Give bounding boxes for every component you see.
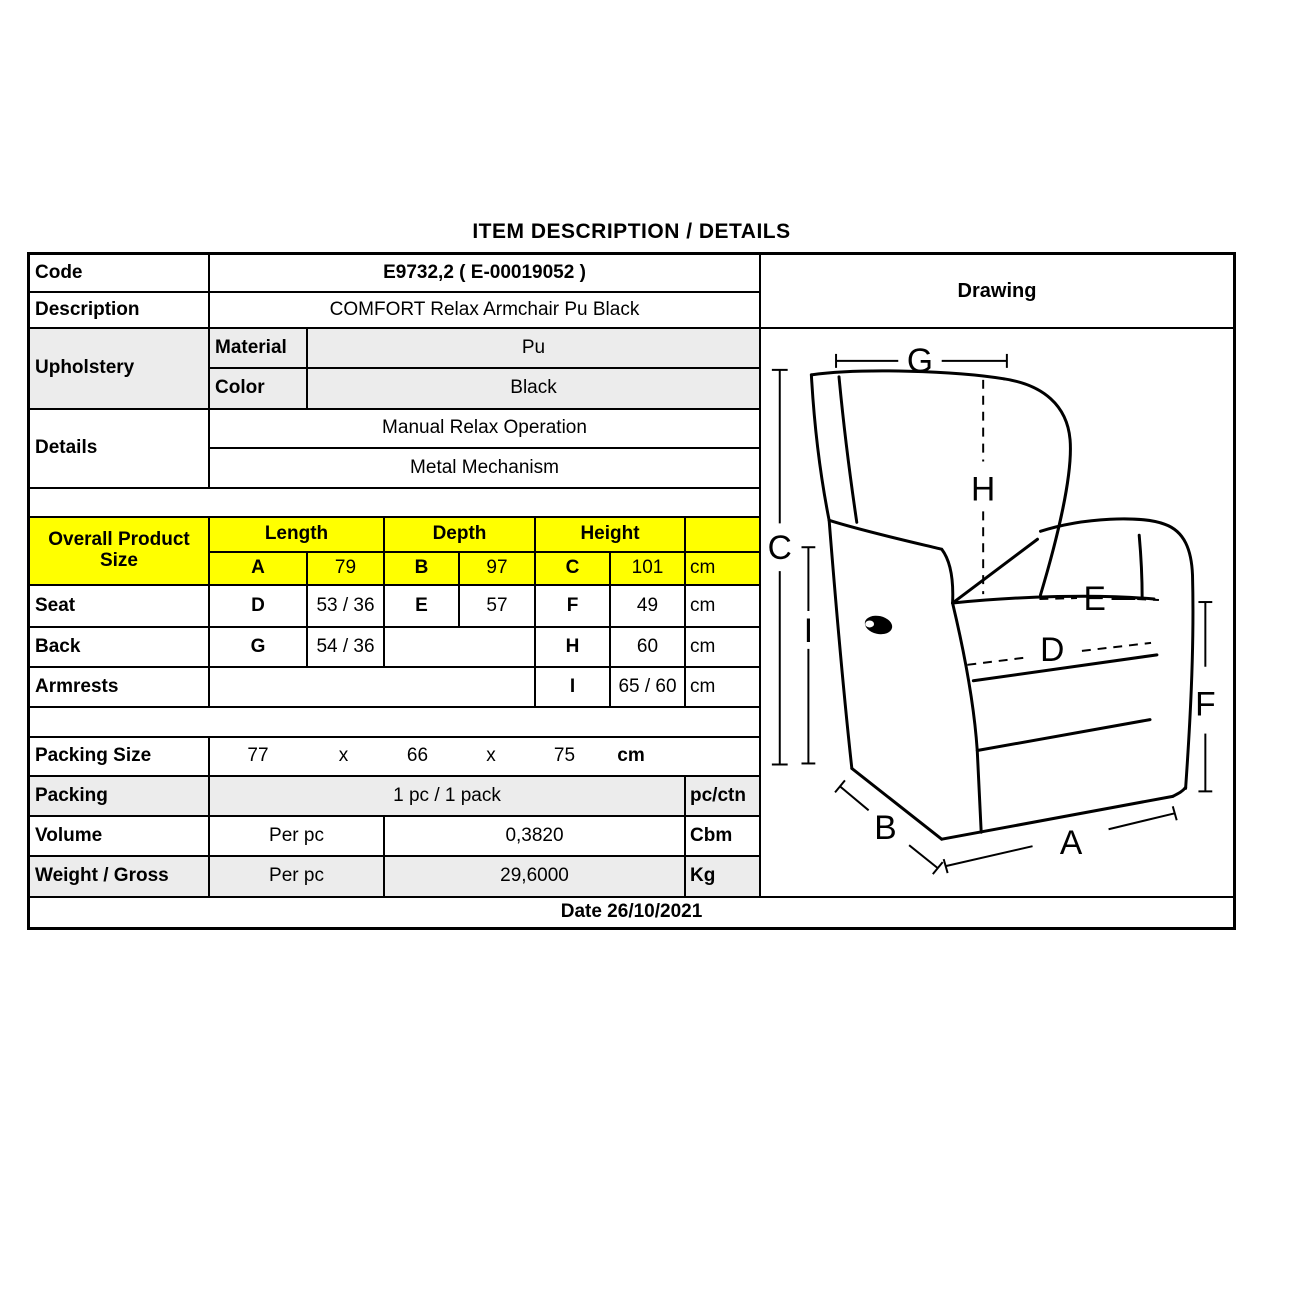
packing-label: Packing: [30, 777, 208, 815]
seat-unit: cm: [686, 586, 759, 626]
dim-c-letter: C: [536, 553, 609, 584]
depth-header: Depth: [385, 518, 534, 551]
dim-f-value: 49: [611, 586, 684, 626]
code-label: Code: [30, 255, 208, 291]
dim-a-letter: A: [210, 553, 306, 584]
packing-x2: x: [486, 745, 496, 767]
height-header: Height: [536, 518, 684, 551]
armrests-empty-cell: [210, 668, 534, 706]
drawing-panel: [761, 329, 1233, 896]
code-value: E9732,2 ( E-00019052 ): [210, 255, 759, 291]
armchair-drawing: [761, 329, 1233, 896]
packing-size-value: [210, 738, 759, 775]
drawing-header: Drawing: [761, 255, 1233, 327]
weight-label: Weight / Gross: [30, 857, 208, 896]
armrests-unit: cm: [686, 668, 759, 706]
packing-height: 75: [553, 745, 576, 767]
dim-c-value: 101: [611, 553, 684, 584]
material-value: Pu: [308, 329, 759, 367]
packing-x1: x: [338, 745, 349, 767]
packing-size-unit: cm: [617, 745, 645, 767]
overall-unit: cm: [686, 553, 759, 584]
dim-label-e: E: [1083, 579, 1106, 619]
dim-label-d: D: [1040, 630, 1065, 669]
dim-label-i: I: [803, 611, 814, 650]
seat-label: Seat: [30, 586, 208, 626]
volume-value: 0,3820: [385, 817, 684, 855]
material-label: Material: [210, 329, 306, 367]
recline-lever-icon: [863, 613, 894, 636]
color-value: Black: [308, 369, 759, 408]
page-title: ITEM DESCRIPTION / DETAILS: [472, 220, 791, 243]
dim-h-value: 60: [611, 628, 684, 666]
dim-i-letter: I: [536, 668, 609, 706]
weight-unit: Kg: [686, 857, 759, 896]
armchair-outline: [811, 371, 1193, 839]
dim-d-value: 53 / 36: [308, 586, 383, 626]
dim-f-letter: F: [536, 586, 609, 626]
details-value-1: Manual Relax Operation: [210, 410, 759, 447]
dim-label-c: C: [767, 529, 792, 568]
dim-b-value: 97: [460, 553, 534, 584]
packing-depth: 66: [406, 745, 429, 767]
details-value-2: Metal Mechanism: [210, 449, 759, 487]
back-empty-cell: [385, 628, 534, 666]
volume-unit: Cbm: [686, 817, 759, 855]
length-header: Length: [210, 518, 383, 551]
packing-size-label: Packing Size: [30, 738, 208, 775]
back-label: Back: [30, 628, 208, 666]
dim-g-letter: G: [210, 628, 306, 666]
date-row: Date 26/10/2021: [30, 898, 1233, 927]
description-value: COMFORT Relax Armchair Pu Black: [210, 293, 759, 327]
spacer-row: [30, 489, 759, 516]
packing-width: 77: [247, 745, 269, 767]
dim-d-letter: D: [210, 586, 306, 626]
dim-a-value: 79: [308, 553, 383, 584]
dim-label-a: A: [1059, 824, 1083, 863]
size-unit-header-cell: [686, 518, 759, 551]
weight-per: Per pc: [210, 857, 383, 896]
dim-e-value: 57: [460, 586, 534, 626]
armrests-label: Armrests: [30, 668, 208, 706]
dim-label-f: F: [1195, 685, 1216, 724]
volume-per: Per pc: [210, 817, 383, 855]
dim-label-h: H: [971, 470, 996, 509]
back-unit: cm: [686, 628, 759, 666]
dim-e-letter: E: [385, 586, 458, 626]
description-label: Description: [30, 293, 208, 327]
overall-size-label: Overall Product Size: [30, 518, 208, 584]
item-details-table: [27, 252, 1236, 930]
volume-label: Volume: [30, 817, 208, 855]
spacer-row: [30, 708, 759, 736]
dim-h-letter: H: [536, 628, 609, 666]
dim-i-value: 65 / 60: [611, 668, 684, 706]
dim-label-g: G: [906, 341, 934, 380]
upholstery-label: Upholstery: [30, 329, 208, 408]
color-label: Color: [210, 369, 306, 408]
dim-g-value: 54 / 36: [308, 628, 383, 666]
dim-b-letter: B: [385, 553, 458, 584]
details-label: Details: [30, 410, 208, 487]
weight-value: 29,6000: [385, 857, 684, 896]
packing-value: 1 pc / 1 pack: [210, 777, 684, 815]
packing-unit: pc/ctn: [686, 777, 759, 815]
dim-label-b: B: [874, 809, 897, 848]
